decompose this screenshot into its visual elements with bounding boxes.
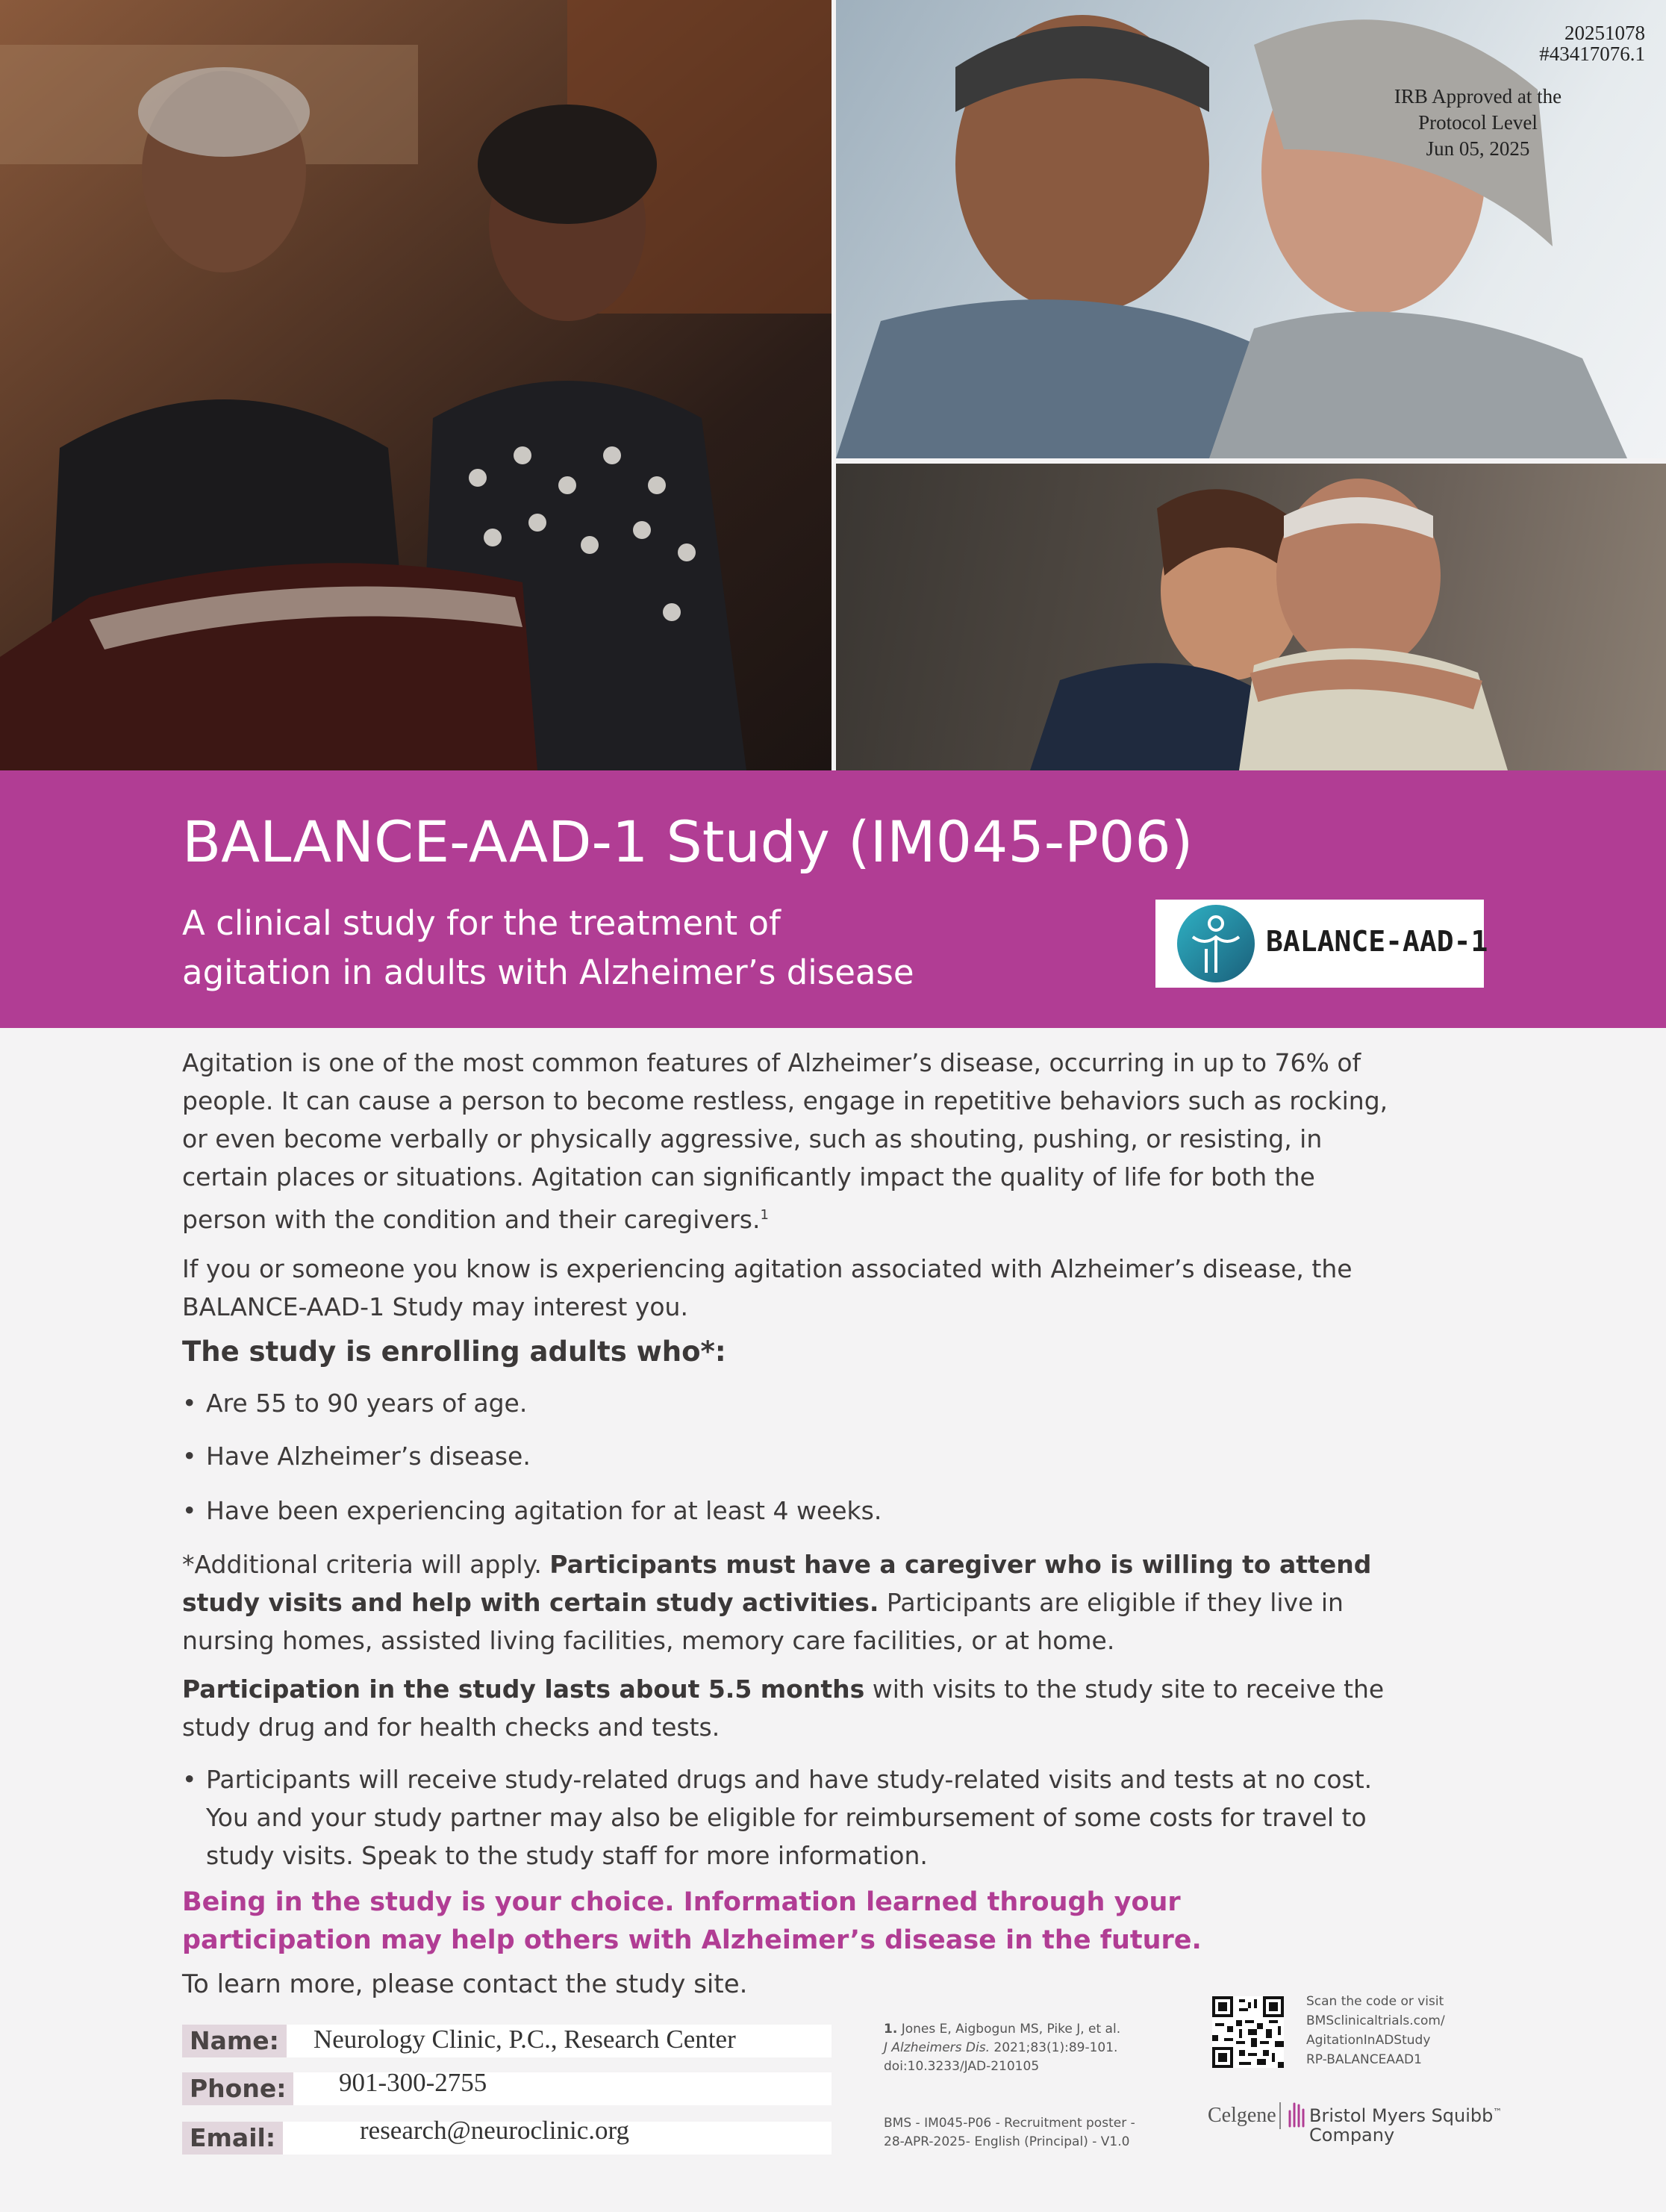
criteria-item: • Are 55 to 90 years of age. bbox=[182, 1384, 527, 1422]
irb-line-1: IRB Approved at the bbox=[1394, 85, 1562, 108]
bms-logo-text: Bristol Myers Squibb™ Company bbox=[1309, 2105, 1503, 2146]
logo-text: BALANCE-AAD-1 bbox=[1266, 925, 1488, 958]
name-label: Name: bbox=[182, 2025, 287, 2057]
bullet-icon: • bbox=[182, 1765, 197, 1794]
photo-couple-reading-book bbox=[0, 0, 832, 770]
criteria-item: • Have been experiencing agitation for at least 4 weeks. bbox=[182, 1492, 882, 1530]
photo-woman-hugging-older-man bbox=[836, 464, 1666, 770]
qr-instructions: Scan the code or visit BMSclinicaltrials.com/ AgitationInADStudy RP-BALANCEAAD1 bbox=[1306, 1992, 1485, 2069]
irb-approval-stamp bbox=[1344, 84, 1612, 162]
intro-paragraph: Agitation is one of the most common features of Alzheimer’s disease, occurring in up to 76% of people. It can cause a person to become restless, engage in repetitive behaviors such as rocking, or even become verbally or physically aggressive, such as shouting, pushing, or resisting, in certain places or situations. Agitation can significantly impact the quality of life for both the person with the condition and their caregivers.$^1$ bbox=[182, 1048, 1388, 1234]
balance-figure-icon bbox=[1176, 904, 1255, 983]
irb-date: Jun 05, 2025 bbox=[1426, 137, 1530, 161]
bms-hand-icon bbox=[1287, 2101, 1306, 2128]
cost-bullet: • Participants will receive study-related drugs and have study-related visits and tests at no cost. You and your study partner may also be eligible for reimbursement of some costs for travel to study visits. Speak to the study staff for more information. bbox=[182, 1760, 1391, 1875]
study-website-link[interactable]: BMSclinicaltrials.com/ bbox=[1306, 2013, 1445, 2028]
study-subtitle bbox=[182, 899, 1041, 997]
criteria-item: • Have Alzheimer’s disease. bbox=[182, 1437, 531, 1475]
reference-citation: 1. Jones E, Aigbogun MS, Pike J, et al. J Alzheimers Dis. 2021;83(1):89-101. doi:10.3233/JAD-210105 bbox=[884, 2022, 1121, 2074]
document-number: #43417076.1 bbox=[1539, 43, 1645, 66]
study-title: BALANCE-AAD-1 Study (IM045-P06) bbox=[182, 809, 1194, 875]
bullet-icon: • bbox=[182, 1496, 197, 1525]
phone-value: 901-300-2755 bbox=[339, 2068, 487, 2097]
reference-number: 20251078 bbox=[1564, 22, 1645, 44]
irb-reference-stamp bbox=[1539, 22, 1645, 65]
bullet-icon: • bbox=[182, 1389, 197, 1418]
duration-paragraph: Participation in the study lasts about 5.5 months with visits to the study site to receive the study drug and for health checks and tests. bbox=[182, 1674, 1385, 1742]
phone-label: Phone: bbox=[182, 2072, 293, 2105]
study-logo bbox=[1155, 900, 1488, 988]
name-value: Neurology Clinic, P.C., Research Center bbox=[313, 2025, 736, 2054]
subtitle-line-1: A clinical study for the treatment of bbox=[182, 903, 781, 943]
qr-code-icon[interactable] bbox=[1212, 1996, 1284, 2068]
celgene-logo: Celgene bbox=[1208, 2104, 1276, 2127]
email-label: Email: bbox=[182, 2122, 283, 2155]
poster-id: RP-BALANCEAAD1 bbox=[1306, 2052, 1422, 2067]
choice-statement: Being in the study is your choice. Information learned through your participation may help others with Alzheimer’s disease in the future. bbox=[182, 1887, 1202, 1955]
bullet-icon: • bbox=[182, 1442, 197, 1471]
email-value: research@neuroclinic.org bbox=[360, 2116, 630, 2145]
footnote-1: 1 bbox=[760, 1207, 769, 1223]
interest-paragraph: If you or someone you know is experiencing agitation associated with Alzheimer’s disease, the BALANCE-AAD-1 Study may interest you. bbox=[182, 1254, 1353, 1321]
poster-code: BMS - IM045-P06 - Recruitment poster - 28-APR-2025- English (Principal) - V1.0 bbox=[884, 2116, 1135, 2149]
learn-more-text: To learn more, please contact the study site. bbox=[182, 1969, 748, 1999]
logo-divider bbox=[1279, 2102, 1281, 2129]
enrollment-heading: The study is enrolling adults who*: bbox=[182, 1336, 726, 1368]
irb-line-2: Protocol Level bbox=[1418, 111, 1538, 134]
sponsor-logos bbox=[1208, 2098, 1521, 2150]
photo-couple-foreheads-touching bbox=[836, 0, 1666, 458]
subtitle-line-2: agitation in adults with Alzheimer’s disease bbox=[182, 953, 914, 992]
additional-criteria-paragraph: *Additional criteria will apply. Participants must have a caregiver who is willing to attend study visits and help with certain study activities. Participants are eligible if they live in nursing homes, assisted living facilities, memory care facilities, or at home. bbox=[182, 1550, 1372, 1655]
